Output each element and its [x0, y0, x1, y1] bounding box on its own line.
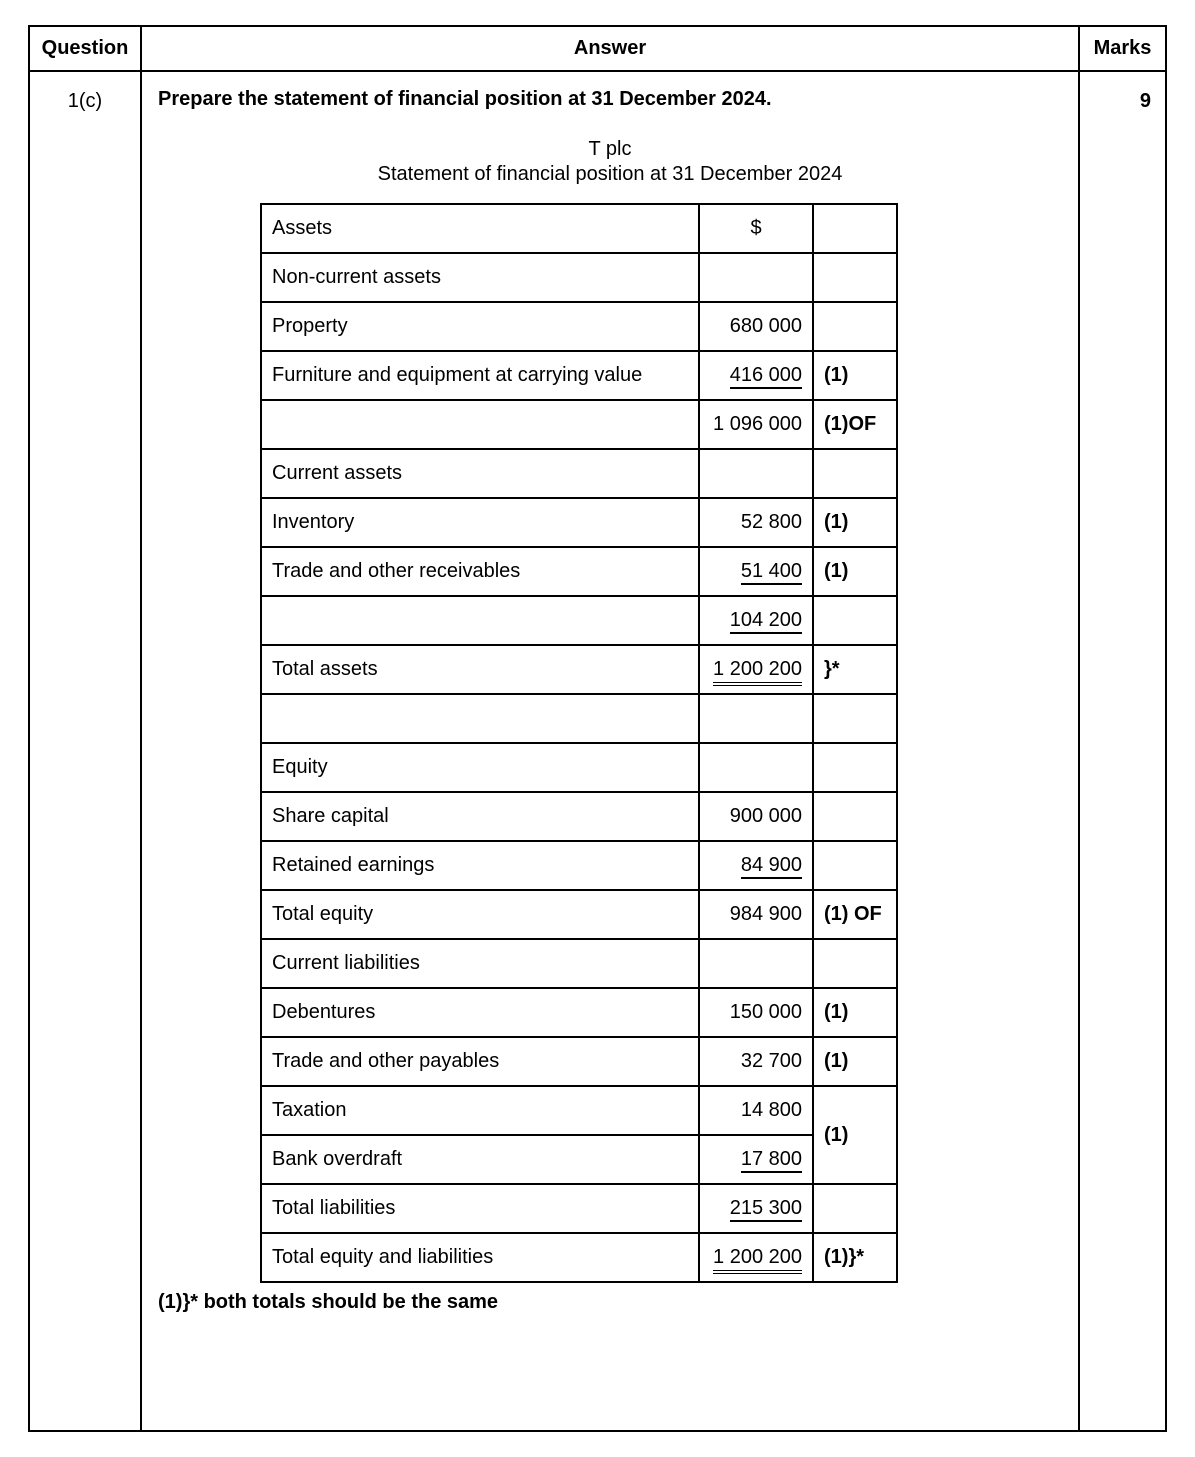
- amount-cell: [699, 890, 813, 939]
- amount-text: 1 200 200: [713, 1246, 802, 1274]
- table-row: [261, 547, 897, 596]
- table-row: [261, 939, 897, 988]
- row-label: Inventory: [261, 498, 699, 547]
- table-row: [261, 596, 897, 645]
- answer-cell: [141, 71, 1079, 1431]
- amount-cell: [699, 694, 813, 743]
- answer-content-row: [29, 71, 1166, 1431]
- table-row: [261, 1184, 897, 1233]
- mark-cell: [813, 204, 897, 253]
- mark-cell: [813, 939, 897, 988]
- table-row: [261, 302, 897, 351]
- mark-cell: [813, 253, 897, 302]
- amount-cell: [699, 841, 813, 890]
- amount-cell: [699, 204, 813, 253]
- mark-cell: (1): [813, 498, 897, 547]
- amount-cell: [699, 253, 813, 302]
- row-label: [261, 400, 699, 449]
- mark-cell: (1) OF: [813, 890, 897, 939]
- table-row: [261, 1086, 897, 1135]
- amount-text: 900 000: [729, 805, 802, 827]
- mark-cell: [813, 302, 897, 351]
- table-row: [261, 694, 897, 743]
- question-number: 1(c): [29, 71, 141, 1431]
- mark-cell: [813, 596, 897, 645]
- marks-column-header: Marks: [1079, 26, 1166, 71]
- question-column-header: Question: [29, 26, 141, 71]
- amount-cell: [699, 351, 813, 400]
- row-label: Total equity: [261, 890, 699, 939]
- amount-text: 14 800: [740, 1099, 802, 1121]
- table-row: [261, 841, 897, 890]
- amount-text: 150 000: [729, 1001, 802, 1023]
- row-label: Current assets: [261, 449, 699, 498]
- row-label: Trade and other receivables: [261, 547, 699, 596]
- mark-cell: (1): [813, 351, 897, 400]
- marks-value: 9: [1079, 71, 1166, 1431]
- amount-cell: [699, 1184, 813, 1233]
- table-row: [261, 645, 897, 694]
- footnote-text: (1)}* both totals should be the same: [158, 1291, 499, 1313]
- table-row: [261, 890, 897, 939]
- table-row: [261, 1037, 897, 1086]
- amount-cell: [699, 988, 813, 1037]
- row-label: Property: [261, 302, 699, 351]
- mark-cell: (1)OF: [813, 400, 897, 449]
- amount-cell: [699, 498, 813, 547]
- amount-cell: [699, 449, 813, 498]
- amount-cell: [699, 1086, 813, 1135]
- mark-cell: (1): [813, 988, 897, 1037]
- amount-cell: [699, 1037, 813, 1086]
- row-label: Furniture and equipment at carrying value: [261, 351, 699, 400]
- mark-cell: (1): [813, 1037, 897, 1086]
- amount-cell: [699, 400, 813, 449]
- mark-cell: [813, 694, 897, 743]
- amount-text: 52 800: [740, 511, 802, 533]
- amount-text: 84 900: [741, 854, 802, 879]
- mark-cell: [813, 1184, 897, 1233]
- mark-cell: (1): [813, 547, 897, 596]
- amount-text: 1 096 000: [713, 413, 802, 435]
- amount-cell: [699, 792, 813, 841]
- amount-text: 1 200 200: [713, 658, 802, 686]
- company-name: T plc: [588, 138, 632, 160]
- mark-cell: [813, 449, 897, 498]
- financial-position-table: [260, 203, 898, 1283]
- statement-title: Statement of financial position at 31 December 2024: [377, 163, 843, 185]
- amount-text: 680 000: [729, 315, 802, 337]
- row-label: Total equity and liabilities: [261, 1233, 699, 1282]
- mark-cell: [813, 743, 897, 792]
- table-row: [261, 400, 897, 449]
- amount-text: 416 000: [730, 364, 802, 389]
- amount-text: 215 300: [730, 1197, 802, 1222]
- table-row: [261, 204, 897, 253]
- amount-cell: [699, 547, 813, 596]
- row-label: Non-current assets: [261, 253, 699, 302]
- row-label: Total liabilities: [261, 1184, 699, 1233]
- mark-cell-merged: (1): [813, 1086, 897, 1184]
- amount-cell: [699, 302, 813, 351]
- row-label: Total assets: [261, 645, 699, 694]
- row-label: Taxation: [261, 1086, 699, 1135]
- table-row: [261, 253, 897, 302]
- row-label: [261, 596, 699, 645]
- mark-cell: [813, 792, 897, 841]
- table-row: [261, 351, 897, 400]
- row-label: Bank overdraft: [261, 1135, 699, 1184]
- table-row: [261, 988, 897, 1037]
- amount-cell: [699, 645, 813, 694]
- row-label: Share capital: [261, 792, 699, 841]
- amount-text: $: [750, 217, 762, 239]
- amount-cell: [699, 1233, 813, 1282]
- mark-cell: (1)}*: [813, 1233, 897, 1282]
- instruction-text: Prepare the statement of financial position at 31 December 2024.: [158, 88, 772, 110]
- row-label: [261, 694, 699, 743]
- table-row: [261, 1233, 897, 1282]
- amount-cell: [699, 596, 813, 645]
- amount-text: 51 400: [741, 560, 802, 585]
- row-label: Trade and other payables: [261, 1037, 699, 1086]
- mark-cell: }*: [813, 645, 897, 694]
- table-row: [261, 449, 897, 498]
- row-label: Equity: [261, 743, 699, 792]
- amount-cell: [699, 1135, 813, 1184]
- amount-cell: [699, 743, 813, 792]
- row-label: Assets: [261, 204, 699, 253]
- row-label: Retained earnings: [261, 841, 699, 890]
- amount-text: 17 800: [741, 1148, 802, 1173]
- amount-cell: [699, 939, 813, 988]
- table-row: [261, 743, 897, 792]
- answer-column-header: Answer: [141, 26, 1079, 71]
- table-row: [261, 498, 897, 547]
- row-label: Current liabilities: [261, 939, 699, 988]
- amount-text: 104 200: [730, 609, 802, 634]
- amount-text: 32 700: [740, 1050, 802, 1072]
- table-row: [261, 1135, 897, 1184]
- mark-cell: [813, 841, 897, 890]
- amount-text: 984 900: [729, 903, 802, 925]
- markscheme-table: [28, 25, 1167, 1432]
- row-label: Debentures: [261, 988, 699, 1037]
- table-row: [261, 792, 897, 841]
- markscheme-header-row: [29, 26, 1166, 71]
